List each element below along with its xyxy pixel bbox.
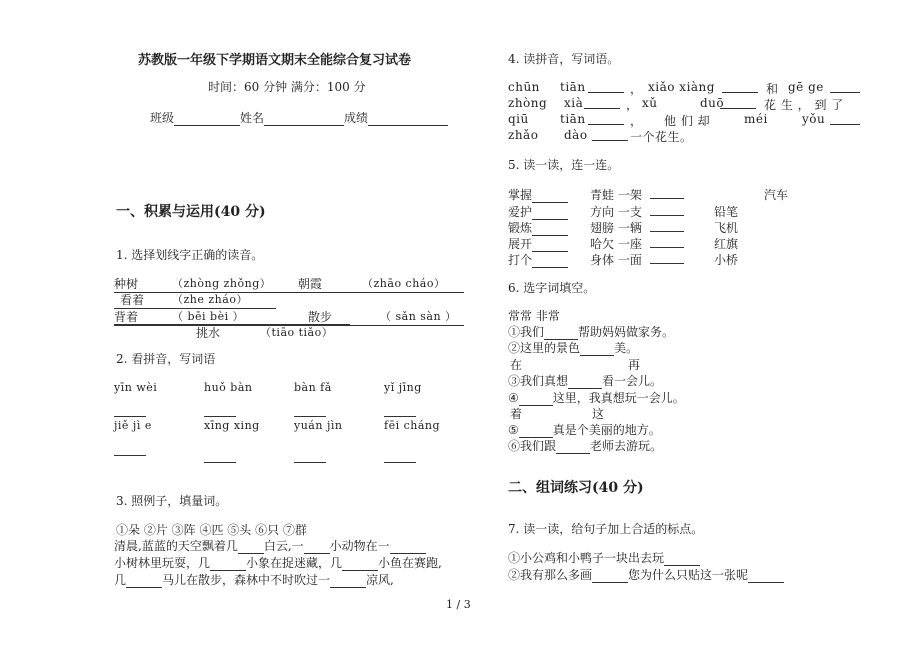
q4-l2-comma: ， xyxy=(626,98,639,112)
q6-group-1: 常常 非常 xyxy=(508,309,560,323)
q4-blank-6[interactable] xyxy=(588,112,624,125)
q3-text-2c: 小鱼在赛跑, xyxy=(378,556,442,570)
q2-pinyin-2: huǒ bàn xyxy=(204,381,253,394)
q2-blank-7[interactable] xyxy=(294,450,326,463)
q5-mid-4[interactable]: 哈欠 一座 xyxy=(590,237,642,251)
q4-l2-p1: zhòng xyxy=(508,96,548,110)
q5-prompt: 5. 读一读，连一连。 xyxy=(508,158,620,172)
q7-blank-2[interactable] xyxy=(592,570,628,583)
q4-blank-2[interactable] xyxy=(722,80,758,93)
q6-blank-6[interactable] xyxy=(556,441,590,454)
q7-sentence-1 xyxy=(508,550,700,566)
q3-text-3b: 马儿在散步，森林中不时吹过一 xyxy=(162,573,331,587)
q6-s2-b: 美。 xyxy=(614,341,639,355)
q6-s4-a: ④ xyxy=(508,391,519,405)
q3-line-1 xyxy=(114,538,426,554)
score-blank[interactable] xyxy=(368,113,448,126)
q5-right-4[interactable]: 红旗 xyxy=(714,237,739,251)
q6-s1-b: 帮助妈妈做家务。 xyxy=(578,325,675,339)
q6-blank-2[interactable] xyxy=(580,343,614,356)
q4-l1-p2: tiān xyxy=(560,80,586,94)
q4-l2-p3: xǔ xyxy=(642,96,658,110)
q3-text-3a: 几 xyxy=(114,573,127,587)
q5-left-5[interactable]: 打个 xyxy=(508,253,533,267)
q5-mid-5[interactable]: 身体 一面 xyxy=(590,253,642,267)
q4-l4-p3: 一个花生。 xyxy=(630,130,693,144)
q4-l1-he: 和 xyxy=(766,82,779,96)
q5-left-1[interactable]: 掌握 xyxy=(508,188,533,202)
q6-sentence-2 xyxy=(508,340,638,356)
q3-text-1c: 小动物在一 xyxy=(329,539,390,553)
q3-blank-1[interactable] xyxy=(238,541,264,554)
q4-l1-comma: ， xyxy=(630,82,643,96)
q5-right-5[interactable]: 小桥 xyxy=(714,253,739,267)
q2-blank-2[interactable] xyxy=(204,404,236,417)
q5-line-10 xyxy=(650,251,684,264)
q3-options: ①朵 ②片 ③阵 ④匹 ⑤头 ⑥只 ⑦群 xyxy=(116,523,307,537)
q3-text-1b: 白云,一 xyxy=(263,539,304,553)
q1-word-5: 散步 xyxy=(308,310,333,324)
q6-s3-b: 看一会儿。 xyxy=(602,374,663,388)
q1-options-2[interactable]: （zhāo cháo） xyxy=(362,277,446,290)
q2-blank-3[interactable] xyxy=(294,404,326,417)
q5-line-9 xyxy=(532,255,568,268)
q5-row-5 xyxy=(508,251,739,268)
q4-l3-comma: ， xyxy=(630,114,643,128)
q6-s5-b: 真是个美丽的地方。 xyxy=(552,423,661,437)
q6-s6-b: 老师去游玩。 xyxy=(590,439,663,453)
q1-word-4: 背着 xyxy=(114,310,139,324)
q4-line-3 xyxy=(508,112,860,126)
q3-line-3 xyxy=(114,572,394,588)
q6-s1-a: ①我们 xyxy=(508,325,545,339)
q4-l1-p3: xiǎo xiàng xyxy=(648,80,715,94)
q5-line-2 xyxy=(650,186,684,199)
q4-l4-p2: dào xyxy=(564,128,588,142)
q5-row-2 xyxy=(508,203,739,220)
q6-sentence-4 xyxy=(508,390,685,406)
q5-left-2[interactable]: 爱护 xyxy=(508,205,533,219)
q2-blank-6[interactable] xyxy=(204,450,236,463)
q5-line-4 xyxy=(650,203,684,216)
q6-s2-a: ②这里的景色 xyxy=(508,341,581,355)
q6-group-2b: 再 xyxy=(628,358,641,372)
q3-blank-4[interactable] xyxy=(210,558,246,571)
q6-sentence-3 xyxy=(508,373,662,389)
q3-blank-2[interactable] xyxy=(304,541,330,554)
name-blank[interactable] xyxy=(264,113,344,126)
q7-s1-text: ①小公鸡和小鸭子一块出去玩 xyxy=(508,551,665,565)
q4-blank-1[interactable] xyxy=(588,80,624,93)
class-blank[interactable] xyxy=(174,113,240,126)
q5-row-1 xyxy=(508,186,789,203)
q4-l3-p5: yǒu xyxy=(802,112,826,126)
q4-l3-p3: 他 们 却 xyxy=(664,114,711,128)
q5-line-8 xyxy=(650,235,684,248)
q3-prompt: 3. 照例子，填量词。 xyxy=(116,494,228,508)
q5-right-2[interactable]: 铅笔 xyxy=(714,205,739,219)
q5-row-4 xyxy=(508,235,739,252)
q4-line-4 xyxy=(508,128,860,142)
q1-options-1[interactable]: （zhòng zhǒng） xyxy=(172,277,272,290)
q4-blank-7[interactable] xyxy=(830,112,860,125)
q7-prompt: 7. 读一读，给句子加上合适的标点。 xyxy=(508,522,704,536)
q4-line-2 xyxy=(508,96,860,110)
q6-sentence-5 xyxy=(508,422,661,438)
q2-pinyin-5: jiě jì e xyxy=(114,419,152,432)
q2-pinyin-8: fēi cháng xyxy=(384,419,441,432)
q5-right-3[interactable]: 飞机 xyxy=(714,221,739,235)
q3-blank-6[interactable] xyxy=(126,575,162,588)
q4-l4-p1: zhǎo xyxy=(508,128,539,142)
q3-blank-3[interactable] xyxy=(390,541,426,554)
q6-group-3b: 这 xyxy=(592,407,605,421)
q1-options-6[interactable]: （tiāo tiǎo） xyxy=(260,326,334,339)
q7-blank-1[interactable] xyxy=(664,553,700,566)
time-info: 时间：60 分钟 满分：100 分 xyxy=(208,80,366,94)
q2-blank-5[interactable] xyxy=(114,443,146,456)
q6-prompt: 6. 选字词填空。 xyxy=(508,281,596,295)
q1-row-4 xyxy=(114,324,350,340)
q4-l1-p4: gē ge xyxy=(788,80,824,94)
q7-s2-text: ②我有那么多画 xyxy=(508,568,593,582)
q4-l3-p2: tiān xyxy=(560,112,586,126)
q6-blank-3[interactable] xyxy=(568,376,602,389)
q4-l2-p5: 花 生 ， 到 了 xyxy=(764,98,844,112)
q6-s6-a: ⑥我们跟 xyxy=(508,439,557,453)
class-label: 班级 xyxy=(150,111,175,125)
q6-group-2a: 在 xyxy=(510,358,523,372)
name-label: 姓名 xyxy=(240,111,265,125)
q5-mid-3[interactable]: 翅膀 一辆 xyxy=(590,221,642,235)
q2-pinyin-4: yǐ jīng xyxy=(384,381,422,394)
q6-s3-a: ③我们真想 xyxy=(508,374,569,388)
q4-l3-p4: méi xyxy=(744,112,768,126)
q3-text-3c: 凉风, xyxy=(366,573,394,587)
student-info xyxy=(150,110,448,126)
q5-row-3 xyxy=(508,219,739,236)
q3-text-2b: 小象在捉迷藏，几 xyxy=(246,556,343,570)
page-number: 1 / 3 xyxy=(446,598,471,611)
q4-blank-3[interactable] xyxy=(830,80,860,93)
q2-blank-4[interactable] xyxy=(384,404,416,417)
q1-options-5[interactable]: （ sǎn sàn ） xyxy=(380,310,457,323)
q1-word-6: 挑水 xyxy=(196,326,221,340)
q1-options-4[interactable]: （ bēi bèi ） xyxy=(172,310,245,323)
q2-blank-8[interactable] xyxy=(384,450,416,463)
q4-blank-4[interactable] xyxy=(584,96,620,109)
q6-group-3a: 着 xyxy=(510,407,523,421)
q4-l2-p2: xià xyxy=(564,96,584,110)
q4-line-1 xyxy=(508,80,860,94)
q4-l3-p1: qiū xyxy=(508,112,529,126)
q5-line-6 xyxy=(650,219,684,232)
q6-blank-1[interactable] xyxy=(544,327,578,340)
q2-pinyin-7: yuán jìn xyxy=(294,419,343,432)
q6-sentence-1 xyxy=(508,324,674,340)
q2-prompt: 2. 看拼音，写词语 xyxy=(116,352,216,366)
q3-line-2 xyxy=(114,555,442,571)
q7-s2b-text: 您为什么只贴这一张呢 xyxy=(628,568,749,582)
q4-blank-8[interactable] xyxy=(592,128,628,141)
q2-pinyin-6: xīng xing xyxy=(204,419,260,432)
q5-mid-1[interactable]: 青蛙 一架 xyxy=(590,188,642,202)
section2-title: 二、组词练习(40 分) xyxy=(508,480,644,496)
q2-pinyin-3: bàn fǎ xyxy=(294,381,332,394)
q7-sentence-2 xyxy=(508,567,784,583)
q1-word-3: 看着 xyxy=(120,293,145,307)
q7-blank-3[interactable] xyxy=(748,570,784,583)
q2-pinyin-1: yīn wèi xyxy=(114,381,158,394)
q5-left-3[interactable]: 锻炼 xyxy=(508,221,533,235)
q1-row-2 xyxy=(114,291,276,309)
q2-blank-1[interactable] xyxy=(114,404,146,417)
q6-s4-b: 这里，我真想玩一会儿。 xyxy=(552,391,685,405)
q6-blank-4[interactable] xyxy=(519,393,553,406)
q1-word-2: 朝霞 xyxy=(298,277,323,291)
q6-blank-5[interactable] xyxy=(519,425,553,438)
q4-l1-p1: chūn xyxy=(508,80,540,94)
q4-prompt: 4. 读拼音，写词语。 xyxy=(508,52,620,66)
q5-mid-2[interactable]: 方向 一支 xyxy=(590,205,642,219)
exam-title: 苏教版一年级下学期语文期末全能综合复习试卷 xyxy=(138,53,412,68)
q4-blank-5[interactable] xyxy=(720,96,756,109)
q3-text-1a: 清晨,蓝蓝的天空飘着几 xyxy=(114,539,238,553)
q3-text-2a: 小树林里玩耍，几 xyxy=(114,556,211,570)
q6-s5-a: ⑤ xyxy=(508,423,519,437)
q3-blank-5[interactable] xyxy=(342,558,378,571)
q4-l2-p4: duō xyxy=(700,96,725,110)
score-label: 成绩 xyxy=(344,111,369,125)
q5-right-1[interactable]: 汽车 xyxy=(764,188,789,202)
q1-word-1: 种树 xyxy=(114,277,139,291)
q3-blank-7[interactable] xyxy=(330,575,366,588)
section1-title: 一、积累与运用(40 分) xyxy=(116,204,266,220)
q1-options-3[interactable]: （zhe zháo） xyxy=(172,293,248,306)
q1-prompt: 1. 选择划线字正确的读音。 xyxy=(116,248,264,262)
q6-sentence-6 xyxy=(508,438,662,454)
q5-line-1 xyxy=(532,190,568,203)
q5-left-4[interactable]: 展开 xyxy=(508,237,533,251)
